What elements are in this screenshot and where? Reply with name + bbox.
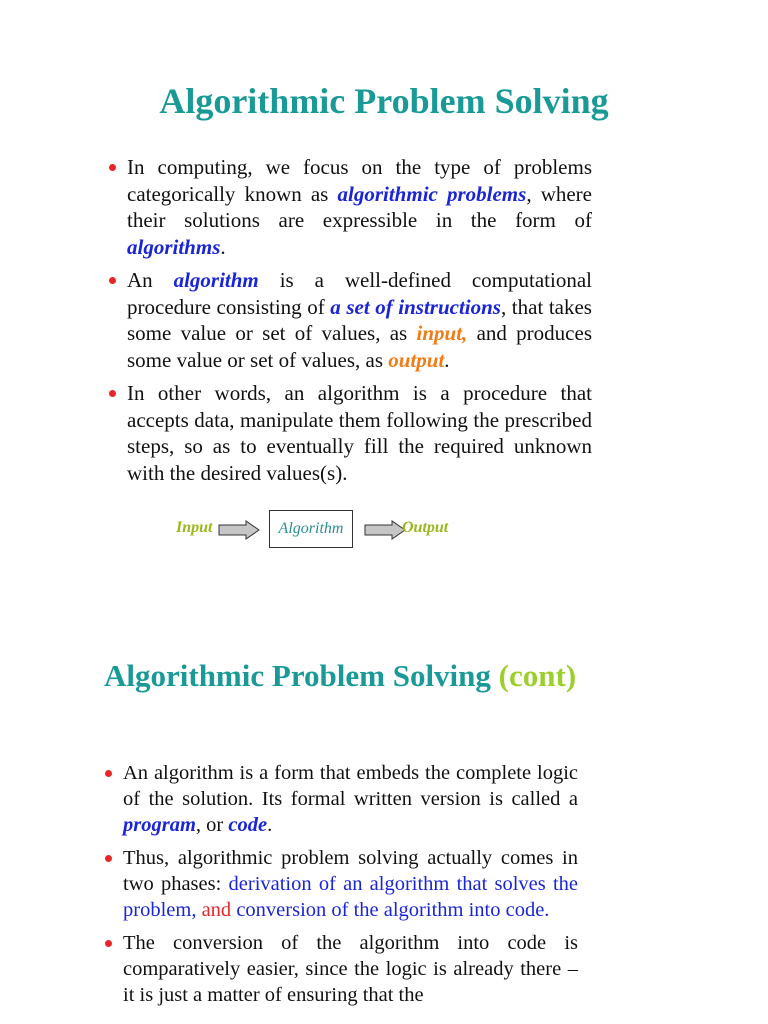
slide-1-title: Algorithmic Problem Solving [159, 81, 609, 121]
bullet-dot-icon [105, 770, 112, 777]
bullet-text: is a well-defined computational procedure consisting of [127, 268, 592, 319]
term-input: input, [416, 321, 468, 345]
input-algorithm-output-diagram [0, 510, 768, 552]
flow-output-label: Output [402, 519, 449, 536]
bullet-text: An [127, 268, 174, 292]
bullet-dot-icon [105, 940, 112, 947]
bullet-text: An algorithm is a form that embeds the complete logic of the solution. Its formal written version is called a [123, 762, 578, 810]
bullet-item [104, 380, 592, 486]
term-code: code [228, 814, 268, 836]
slide-2-title-suffix: (cont) [498, 658, 577, 693]
bullet-item [100, 930, 578, 1008]
bullet-text: and produces some value or set of values, as [127, 321, 592, 372]
bullet-item [104, 154, 592, 260]
term-algorithm: algorithm [173, 268, 259, 292]
right-arrow-icon [364, 520, 406, 540]
bullet-dot-icon [109, 390, 116, 397]
bullet-text: . [267, 814, 273, 836]
bullet-text: The conversion of the algorithm into code is comparatively easier, since the logic is already there – it is just a matter of ensuring that the [123, 932, 578, 1006]
bullet-text: , that takes some value or set of values, as [127, 294, 592, 345]
term-algorithms: algorithms [127, 234, 221, 259]
slide-2-bullet-list [100, 760, 578, 1015]
slide-2-title-text: Algorithmic Problem Solving [104, 658, 491, 693]
flow-algorithm-box: Algorithm [269, 510, 353, 548]
bullet-text: , where their solutions are expressible in the form of [127, 181, 592, 232]
slide-2 [0, 600, 768, 1024]
bullet-item [104, 267, 592, 373]
bullet-text: In computing, we focus on the type of problems categorically known as [127, 155, 592, 206]
phase-conversion: conversion of the algorithm into code. [236, 899, 550, 921]
bullet-item [100, 845, 578, 923]
bullet-text: . [444, 347, 450, 372]
right-arrow-icon [218, 520, 260, 540]
term-algorithmic-problems: algorithmic problems [337, 181, 527, 206]
term-program: program [123, 814, 196, 836]
bullet-text: Thus, algorithmic problem solving actually comes in two phases: [123, 847, 578, 895]
bullet-dot-icon [109, 164, 116, 171]
flow-input-label: Input [176, 519, 213, 536]
term-set-of-instructions: a set of instructions [330, 294, 501, 319]
bullet-dot-icon [105, 855, 112, 862]
term-output: output [388, 347, 445, 372]
phase-derivation: derivation of an algorithm that solves the problem, [123, 873, 579, 921]
conjunction-and: and [196, 899, 237, 921]
bullet-dot-icon [109, 277, 116, 284]
bullet-text: In other words, an algorithm is a procedure that accepts data, manipulate them following the prescribed steps, so as to eventually fill the required unknown with the desired values(s). [127, 381, 592, 485]
slide-2-title [104, 658, 576, 694]
bullet-text: . [220, 234, 226, 259]
bullet-text: , or [195, 814, 229, 836]
bullet-item [100, 760, 578, 838]
slide-1-bullet-list [104, 154, 592, 493]
